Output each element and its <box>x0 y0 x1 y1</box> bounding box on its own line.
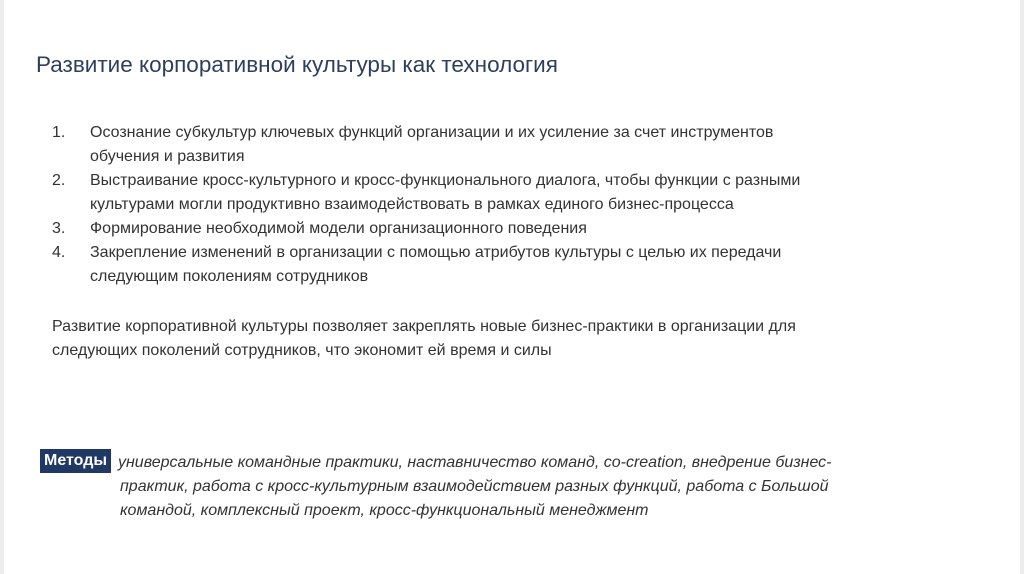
summary-paragraph <box>52 315 952 363</box>
methods-label-badge: Методы <box>40 449 111 473</box>
list-item-line: Выстраивание кросс-культурного и кросс-функционального диалога, чтобы функции с разными <box>90 172 801 189</box>
steps-list <box>52 121 952 289</box>
list-item-line: Формирование необходимой модели организационного поведения <box>90 220 587 237</box>
slide-left-edge <box>0 0 4 574</box>
methods-description <box>118 451 958 523</box>
list-item <box>52 169 952 217</box>
methods-line: универсальные командные практики, наставничество команд, co-creation, внедрение бизнес- <box>118 454 832 471</box>
summary-line: следующих поколений сотрудников, что экономит ей время и силы <box>52 342 552 359</box>
list-item-line: культурами могли продуктивно взаимодействовать в рамках единого бизнес-процесса <box>90 196 734 213</box>
list-item-number: 1. <box>52 124 66 141</box>
list-item-number: 3. <box>52 220 66 237</box>
list-item-line: обучения и развития <box>90 148 245 165</box>
list-item <box>52 121 952 169</box>
list-item-line: следующим поколениям сотрудников <box>90 268 369 285</box>
list-item <box>52 217 952 241</box>
list-item-number: 2. <box>52 172 66 189</box>
list-item-line: Закрепление изменений в организации с помощью атрибутов культуры с целью их передачи <box>90 244 782 261</box>
summary-line: Развитие корпоративной культуры позволяет закреплять новые бизнес-практики в организации для <box>52 318 796 335</box>
methods-line: командой, комплексный проект, кросс-функциональный менеджмент <box>120 502 649 519</box>
list-item-number: 4. <box>52 244 66 261</box>
methods-line: практик, работа с кросс-культурным взаимодействием разных функций, работа с Большой <box>120 478 829 495</box>
slide-right-edge <box>1020 0 1024 574</box>
slide-title: Развитие корпоративной культуры как технология <box>36 52 558 77</box>
list-item-line: Осознание субкультур ключевых функций организации и их усиление за счет инструментов <box>90 124 774 141</box>
list-item <box>52 241 952 289</box>
